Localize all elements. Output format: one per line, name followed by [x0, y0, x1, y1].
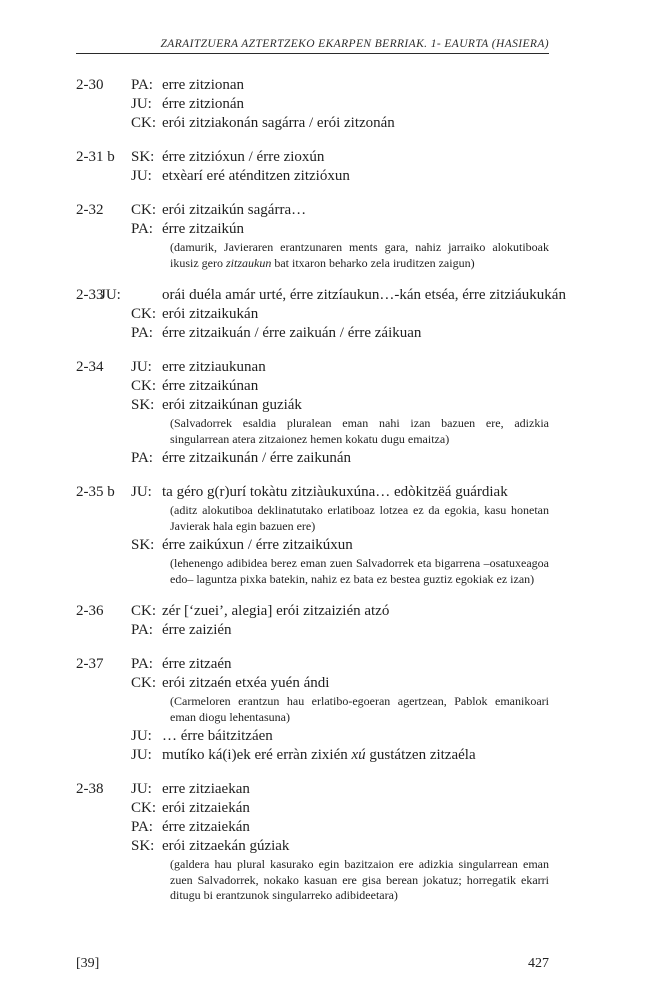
utterance-text	[162, 747, 476, 763]
speaker-code: CK:	[131, 202, 157, 218]
utterance-line	[131, 602, 549, 621]
utterance-line	[131, 358, 549, 377]
utterance-line	[131, 324, 549, 343]
speaker-code: JU:	[100, 287, 121, 303]
utterance-line	[131, 449, 549, 468]
utterance-text: érre zitzióxun / érre zioxún	[162, 149, 325, 165]
utterance-line	[131, 818, 549, 837]
utterance-segment: gustátzen zitzaéla	[365, 747, 476, 763]
speaker-code: CK:	[131, 115, 157, 131]
utterance-line	[131, 483, 549, 502]
utterance-line	[131, 621, 549, 640]
utterance-line	[131, 220, 549, 239]
utterance-line	[131, 148, 549, 167]
utterance-text: ta géro g(r)urí tokàtu zitziàukuxúna… edòkitzëá guárdiak	[162, 484, 508, 500]
utterance-line	[131, 746, 549, 765]
speaker-code: SK:	[131, 149, 155, 165]
utterance-text: erói zitzaikukán	[162, 306, 259, 322]
utterance-text: érre zitzaiekán	[162, 819, 250, 835]
speaker-code: JU:	[131, 168, 152, 184]
entry-number: 2-32	[76, 202, 104, 218]
utterance-line	[131, 655, 549, 674]
utterance-text: etxèarí eré aténditzen zitzióxun	[162, 168, 350, 184]
entry-number: 2-34	[76, 359, 104, 375]
utterance-text: … érre báitzitzáen	[162, 728, 273, 744]
utterance-line	[131, 114, 549, 133]
utterance-line	[131, 799, 549, 818]
commentary-note: (lehenengo adibidea berez eman zuen Salvadorrek eta bigarrena –osatuxeagoa edo– laguntza pixka batekin, nahiz ez bata ez bestea guztiz egokiak ez izan)	[170, 556, 549, 586]
speaker-code: JU:	[131, 781, 152, 797]
commentary-note: (galdera hau plural kasurako egin bazitzaion ere adizkia singularrean eman zuen Salvadorrek, nokako kasuan ere gisa berean jokatuz; horregatik ekarri ditugu bi erantzunok singularreko adibideetara)	[170, 857, 549, 902]
entry-number: 2-37	[76, 656, 104, 672]
entry-2-31-b	[0, 148, 645, 186]
entry-number: 2-33	[76, 287, 104, 303]
utterance-line	[131, 201, 549, 220]
entry-number: 2-30	[76, 77, 104, 93]
utterance-line	[131, 536, 549, 555]
speaker-code: CK:	[131, 306, 157, 322]
speaker-code: PA:	[131, 221, 153, 237]
utterance-text: érre zitzaikún	[162, 221, 245, 237]
entry-2-34	[0, 358, 645, 468]
speaker-code: CK:	[131, 675, 157, 691]
entry-2-30	[0, 76, 645, 133]
speaker-code: SK:	[131, 537, 155, 553]
utterance-text: erói zitzaikúnan guziák	[162, 397, 302, 413]
utterance-text: érre zitzaikunán / érre zaikunán	[162, 450, 352, 466]
utterance-line	[131, 305, 549, 324]
entry-2-36	[0, 602, 645, 640]
utterance-line	[131, 377, 549, 396]
utterance-italic-form: xú	[351, 747, 366, 763]
utterance-text: érre zaizién	[162, 622, 232, 638]
entry-2-38	[0, 780, 645, 904]
speaker-code: PA:	[131, 622, 153, 638]
note-italic-form: zitzaukun	[226, 255, 272, 270]
utterance-text: zér [‘zuei’, alegia] erói zitzaizién atzó	[162, 603, 390, 619]
utterance-line	[131, 727, 549, 746]
entry-number: 2-38	[76, 781, 104, 797]
utterance-text: érre zitzaikuán / érre zaikuán / érre záikuan	[162, 325, 422, 341]
entry-2-33	[0, 286, 645, 343]
page-number: 427	[528, 956, 549, 971]
speaker-code: JU:	[131, 728, 152, 744]
utterance-text: erre zitzionan	[162, 77, 245, 93]
speaker-code: JU:	[131, 96, 152, 112]
note-text: bat itxaron beharko zela iruditzen zaigun)	[271, 255, 475, 270]
speaker-code: PA:	[131, 450, 153, 466]
commentary-note: (Salvadorrek esaldia pluralean eman nahi izan bazuen ere, adizkia singularrean atera zitzaionez hemen kokatu dugu emaitza)	[170, 416, 549, 446]
utterance-line	[131, 837, 549, 856]
entry-number: 2-35 b	[76, 484, 115, 500]
utterance-text: erói zitzaiekán	[162, 800, 250, 816]
speaker-code: SK:	[131, 397, 155, 413]
entry-2-32	[0, 201, 645, 271]
commentary-note	[170, 240, 549, 271]
speaker-code: JU:	[131, 484, 152, 500]
entries-list	[0, 76, 645, 919]
utterance-text: erre zitziaukunan	[162, 359, 266, 375]
speaker-code: JU:	[131, 747, 152, 763]
entry-number: 2-31 b	[76, 149, 115, 165]
commentary-note: (aditz alokutiboa deklinatutako erlatiboaz lotzea ez da egokia, kasu honetan Javierak hala egin bazuen ere)	[170, 503, 549, 533]
utterance-line	[131, 95, 549, 114]
utterance-segment: mutíko ká(i)ek eré erràn zixién	[162, 747, 352, 763]
entry-number: 2-36	[76, 603, 104, 619]
running-header: ZARAITZUERA AZTERTZEKO EKARPEN BERRIAK. 1- EAURTA (HASIERA)	[160, 38, 549, 50]
speaker-code: CK:	[131, 800, 157, 816]
utterance-text: érre zitzionán	[162, 96, 245, 112]
speaker-code: CK:	[131, 603, 157, 619]
utterance-text: erói zitzaén etxéa yuén ándi	[162, 675, 330, 691]
entry-2-37	[0, 655, 645, 765]
utterance-line	[131, 76, 549, 95]
utterance-text: erói zitzaekán gúziak	[162, 838, 290, 854]
entry-2-35-b	[0, 483, 645, 587]
note-text: (damurik, Javieraren erantzunaren ments gara, nahiz jarraiko alokutiboak ikusiz gero	[170, 240, 549, 270]
utterance-text: érre zitzaikúnan	[162, 378, 259, 394]
header-rule	[76, 53, 549, 54]
utterance-text: erre zitziaekan	[162, 781, 250, 797]
speaker-code: CK:	[131, 378, 157, 394]
utterance-line	[131, 674, 549, 693]
page-reference: [39]	[76, 956, 100, 971]
utterance-line	[131, 396, 549, 415]
speaker-code: PA:	[131, 656, 153, 672]
utterance-text: orái duéla amár urté, érre zitzíaukun…-kán etséa, érre zitziáukukán	[162, 287, 566, 303]
utterance-text: érre zaikúxun / érre zitzaikúxun	[162, 537, 353, 553]
utterance-text: erói zitzaikún sagárra…	[162, 202, 307, 218]
utterance-text: erói zitziakonán sagárra / erói zitzonán	[162, 115, 395, 131]
utterance-text: érre zitzaén	[162, 656, 232, 672]
speaker-code: SK:	[131, 838, 155, 854]
speaker-code: PA:	[131, 819, 153, 835]
utterance-line	[131, 780, 549, 799]
utterance-line	[100, 286, 580, 305]
speaker-code: PA:	[131, 77, 153, 93]
utterance-line	[131, 167, 549, 186]
speaker-code: JU:	[131, 359, 152, 375]
commentary-note: (Carmeloren erantzun hau erlatibo-egoeran agertzean, Pablok emanikoari eman diogu lehentasuna)	[170, 694, 549, 724]
speaker-code: PA:	[131, 325, 153, 341]
